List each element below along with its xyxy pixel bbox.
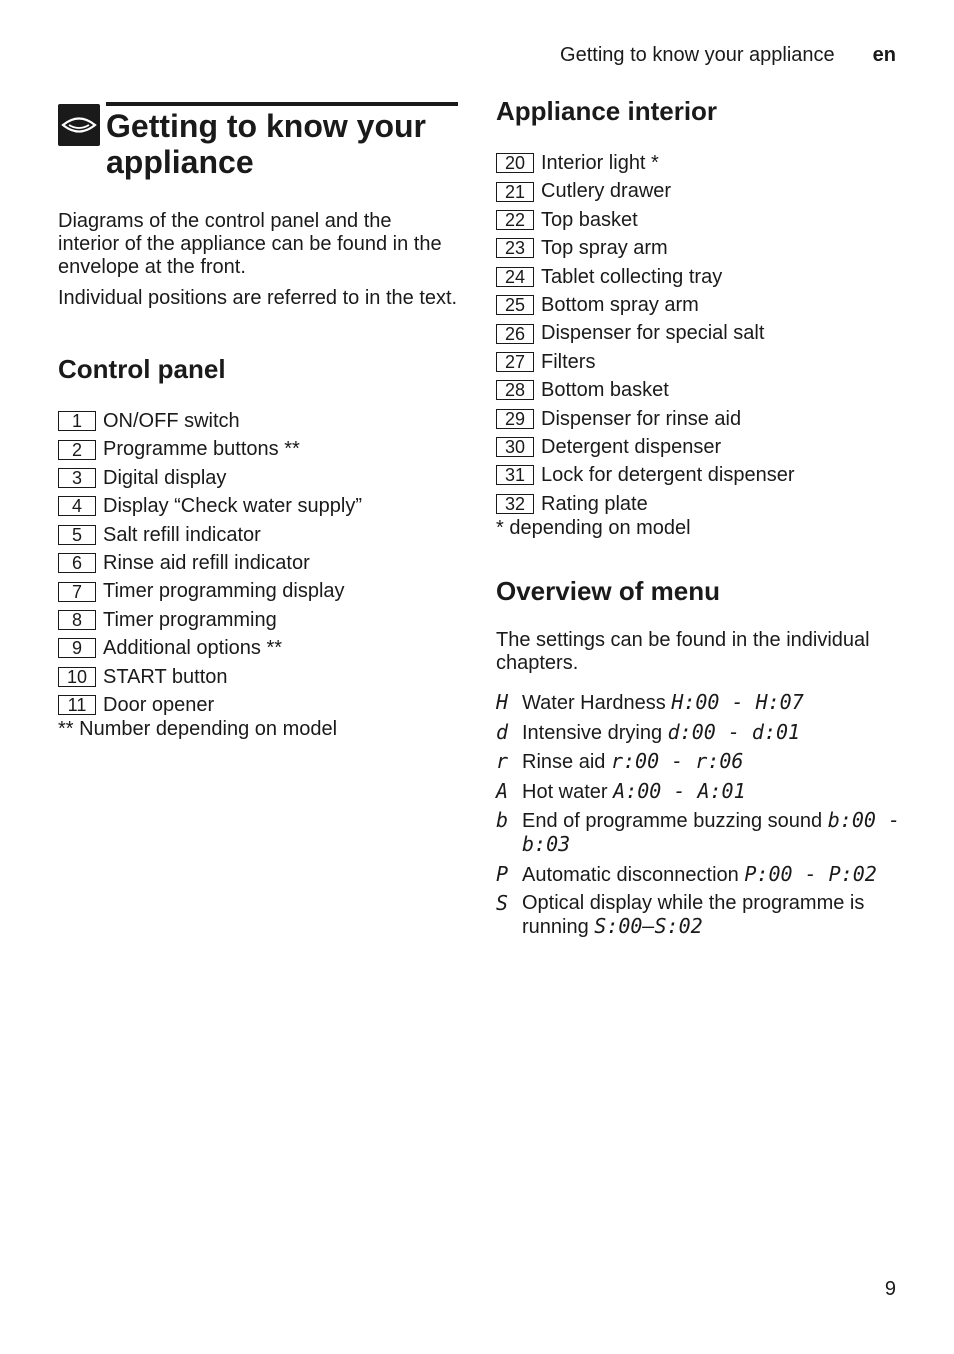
appliance-interior-footnote: * depending on model — [496, 517, 691, 540]
list-item — [496, 177, 916, 205]
intro-paragraph: Individual positions are referred to in the text. — [58, 287, 458, 309]
item-label: Top spray arm — [541, 237, 668, 260]
menu-label: Intensive drying — [522, 721, 663, 744]
position-number: 9 — [58, 638, 96, 658]
item-label: Salt refill indicator — [103, 523, 261, 546]
menu-range: r:00 - r:06 — [610, 749, 744, 774]
control-panel-heading: Control panel — [58, 354, 226, 384]
item-label: START button — [103, 665, 228, 688]
header-language: en — [872, 44, 896, 66]
list-item — [496, 376, 916, 404]
list-item — [496, 490, 916, 518]
list-item — [58, 521, 458, 549]
menu-range: A:00 - A:01 — [613, 778, 746, 803]
menu-item — [496, 863, 916, 887]
position-number: 26 — [496, 324, 534, 344]
position-number: 11 — [58, 695, 96, 715]
menu-symbol: P — [496, 861, 509, 886]
position-number: 3 — [58, 468, 96, 488]
appliance-interior-list — [496, 149, 916, 518]
position-number: 4 — [58, 496, 96, 516]
appliance-interior-heading: Appliance interior — [496, 96, 718, 126]
item-label: Filters — [541, 350, 596, 373]
menu-symbol: b — [496, 808, 509, 833]
list-item — [496, 263, 916, 291]
menu-symbol: S — [496, 891, 509, 916]
menu-item — [496, 892, 916, 939]
list-item — [58, 492, 458, 520]
menu-item — [496, 721, 916, 745]
position-number: 21 — [496, 182, 534, 202]
menu-label: Rinse aid — [522, 751, 606, 774]
menu-symbol: H — [496, 690, 509, 715]
position-number: 1 — [58, 411, 96, 431]
list-item — [496, 348, 916, 376]
overview-menu-intro: The settings can be found in the individual chapters. — [496, 629, 870, 675]
page-number: 9 — [884, 1278, 896, 1300]
menu-symbol: r — [496, 749, 509, 774]
list-item — [58, 691, 458, 719]
position-number: 24 — [496, 267, 534, 287]
overview-menu-list — [496, 691, 916, 939]
position-number: 23 — [496, 238, 534, 258]
menu-symbol: d — [496, 719, 509, 744]
overview-menu-heading: Overview of menu — [496, 576, 720, 607]
menu-label: Optical display while the programme is running — [522, 892, 865, 939]
item-label: Bottom basket — [541, 379, 669, 402]
menu-range: H:00 - H:07 — [671, 690, 804, 715]
menu-item — [496, 750, 916, 774]
position-number: 8 — [58, 610, 96, 630]
item-label: Programme buttons ** — [103, 438, 300, 461]
running-header — [560, 44, 896, 67]
list-item — [58, 577, 458, 605]
list-item — [58, 407, 458, 435]
menu-label: Hot water — [522, 780, 608, 803]
item-label: Timer programming — [103, 608, 277, 631]
right-column — [496, 96, 916, 945]
menu-range: d:00 - d:01 — [667, 719, 801, 744]
page-title: Getting to know your appliance — [106, 108, 426, 180]
eye-icon — [58, 104, 100, 146]
control-panel-footnote: ** Number depending on model — [58, 718, 338, 741]
list-item — [58, 435, 458, 463]
list-item — [496, 206, 916, 234]
list-item — [496, 234, 916, 262]
intro-paragraph: Diagrams of the control panel and the interior of the appliance can be found in the envelope at the front. — [58, 210, 442, 278]
item-label: Additional options ** — [103, 637, 283, 660]
position-number: 7 — [58, 582, 96, 602]
menu-label: End of programme buzzing sound — [522, 810, 823, 833]
item-label: Cutlery drawer — [541, 180, 672, 203]
list-item — [496, 319, 916, 347]
position-number: 5 — [58, 525, 96, 545]
item-label: Dispenser for special salt — [541, 322, 765, 345]
position-number: 10 — [58, 667, 96, 687]
control-panel-list — [58, 407, 458, 719]
item-label: Lock for detergent dispenser — [541, 464, 795, 487]
position-number: 27 — [496, 352, 534, 372]
position-number: 28 — [496, 380, 534, 400]
position-number: 20 — [496, 153, 534, 173]
menu-label: Automatic disconnection — [522, 863, 739, 886]
menu-symbol: A — [496, 778, 509, 803]
eye-icon-graphic — [58, 104, 100, 146]
position-number: 25 — [496, 295, 534, 315]
position-number: 29 — [496, 409, 534, 429]
list-item — [58, 606, 458, 634]
position-number: 22 — [496, 210, 534, 230]
item-label: Rinse aid refill indicator — [103, 551, 310, 574]
menu-item — [496, 780, 916, 804]
item-label: Tablet collecting tray — [541, 265, 723, 288]
item-label: Display “Check water supply” — [103, 495, 362, 518]
item-label: Interior light * — [541, 152, 659, 174]
item-label: Top basket — [541, 208, 638, 231]
list-item — [496, 291, 916, 319]
list-item — [58, 663, 458, 691]
menu-item — [496, 691, 916, 715]
list-item — [496, 433, 916, 461]
position-number: 6 — [58, 553, 96, 573]
list-item — [58, 464, 458, 492]
menu-item — [496, 809, 916, 857]
list-item — [58, 634, 458, 662]
section-title-block — [58, 102, 458, 180]
title-rule — [106, 102, 458, 106]
menu-label: Water Hardness — [522, 692, 666, 715]
menu-range: b:00 - b:03 — [522, 808, 900, 857]
position-number: 32 — [496, 494, 534, 514]
item-label: Bottom spray arm — [541, 293, 699, 316]
position-number: 31 — [496, 465, 534, 485]
menu-range: S:00–S:02 — [594, 914, 703, 939]
position-number: 30 — [496, 437, 534, 457]
item-label: Timer programming display — [103, 580, 345, 603]
left-column — [58, 102, 458, 739]
position-number: 2 — [58, 440, 96, 460]
item-label: Rating plate — [541, 492, 648, 515]
list-item — [496, 461, 916, 489]
list-item — [496, 149, 916, 177]
item-label: Dispenser for rinse aid — [541, 407, 742, 430]
menu-range: P:00 - P:02 — [744, 861, 877, 886]
item-label: Door opener — [103, 693, 215, 716]
item-label: ON/OFF switch — [103, 410, 240, 432]
item-label: Digital display — [103, 466, 227, 489]
item-label: Detergent dispenser — [541, 435, 722, 458]
header-section-title: Getting to know your appliance — [560, 44, 835, 66]
list-item — [496, 405, 916, 433]
list-item — [58, 549, 458, 577]
